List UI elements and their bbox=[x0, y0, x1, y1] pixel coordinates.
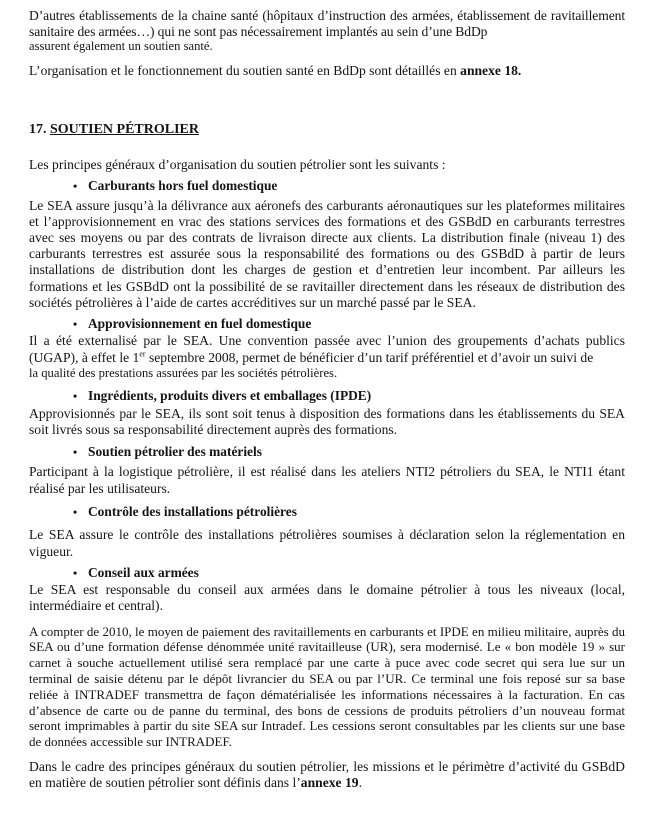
carburants-text: Le SEA assure jusqu’à la délivrance aux aéronefs des carburants aéronautiques sur les plateformes militaires et l’approvisionnement en vrac des stations services des formations et des GSBdD en carburants terrestres avec ses moyens ou par des contrats de livraison directe aux clients. La distribution finale (niveau 1) des carburants terrestres est assurée sous la responsabilité des formations ou des GSBdD à partir de leurs installations de distribution dont les charges de gestion et d’entretien leur incombent. Par ailleurs les formations et les GSBdD ont la possibilité de se ravitailler directement dans les réseaux de distribution des sociétés pétrolières à l’aide de cartes accréditives sur un marché passé par le SEA. bbox=[29, 197, 625, 310]
organisation-text: L’organisation et le fonctionnement du soutien santé en BdDp sont détaillés en bbox=[29, 62, 461, 78]
fuel-paragraph bbox=[29, 333, 625, 365]
materiels-text: Participant à la logistique pétrolière, il est réalisé dans les ateliers NTI2 pétroliers du SEA, le NTI1 étant réalisé par les utilisateurs. bbox=[29, 464, 625, 496]
section-title: SOUTIEN PÉTROLIER bbox=[50, 121, 199, 137]
fuel-paragraph-end bbox=[29, 366, 625, 381]
bullet-heading-controle bbox=[73, 504, 625, 521]
controle-text: Le SEA assure le contrôle des installations pétrolières soumises à déclaration selon la réglementation en vigueur. bbox=[29, 527, 625, 559]
annexe-19-ref: annexe 19 bbox=[300, 775, 359, 791]
fuel-text-sup: er bbox=[139, 349, 146, 359]
final-text: Dans le cadre des principes généraux du soutien pétrolier, les missions et le périmètre d’activité du GSBdD en matière de soutien pétrolier sont définis dans l’ bbox=[29, 759, 625, 791]
intro-paragraph bbox=[29, 157, 625, 173]
paiement-2010-paragraph bbox=[29, 624, 625, 750]
paiement-2010-text: A compter de 2010, le moyen de paiement des ravitaillements en carburants et IPDE en milieu militaire, auprès du SEA ou d’une formation défense dénommée unité ravitailleuse (UR), sera modernisé. Le « bon modèle 19 » sur carnet à souche actuellement utilisé sera remplacé par une carte à puce avec code secret qui sera lue sur un terminal de saisie détenu par le dépôt livrancier du SEA ou par l’UR. Ce terminal une fois reposé sur sa base reliée à INTRADEF transmettra de façon dématérialisée les informations nécessaires à la facturation. En cas d’absence de carte ou de panne du terminal, des bons de cessions de produits pétroliers d’un nouveau format seront imprimables à partir du site SEA sur Intradef. Les cessions seront consultables par les clients sur une base de données accessible sur INTRADEF. bbox=[29, 623, 625, 750]
fuel-text-a: Il a été externalisé par le SEA. Une convention passée avec l’union des groupements d’achats publics (UGAP), à effet le 1 bbox=[29, 333, 625, 365]
bullet-heading-fuel bbox=[73, 316, 625, 333]
conseil-paragraph bbox=[29, 582, 625, 614]
conseil-text: Le SEA est responsable du conseil aux armées dans le domaine pétrolier à tous les niveaux (local, intermédiaire et central). bbox=[29, 582, 625, 614]
paragraph-chaine-sante-end bbox=[29, 39, 625, 54]
bullet-icon: • bbox=[73, 179, 78, 194]
bullet-heading-label: Approvisionnement en fuel domestique bbox=[88, 315, 312, 331]
bullet-icon: • bbox=[73, 444, 78, 459]
organisation-suffix: . bbox=[517, 62, 522, 78]
bullet-heading-materiels bbox=[73, 444, 625, 461]
section-heading bbox=[29, 121, 625, 139]
chaine-sante-text: D’autres établissements de la chaine santé (hôpitaux d’instruction des armées, établissement de ravitaillement sanitaire des armées…) qui ne sont pas nécessairement implantés au sein d’une BdDp bbox=[29, 8, 625, 40]
materiels-paragraph bbox=[29, 464, 625, 496]
bullet-heading-label: Ingrédients, produits divers et emballages (IPDE) bbox=[88, 388, 372, 404]
bullet-icon: • bbox=[73, 504, 78, 519]
final-paragraph bbox=[29, 759, 625, 791]
bullet-heading-label: Contrôle des installations pétrolières bbox=[88, 503, 297, 519]
annexe-18-ref: annexe 18 bbox=[460, 62, 518, 78]
chaine-sante-end-text: assurent également un soutien santé. bbox=[29, 39, 213, 54]
document-page bbox=[29, 8, 625, 791]
bullet-icon: • bbox=[73, 316, 78, 331]
bullet-heading-label: Soutien pétrolier des matériels bbox=[88, 443, 262, 459]
bullet-heading-label: Conseil aux armées bbox=[88, 564, 199, 580]
bullet-icon: • bbox=[73, 389, 78, 404]
carburants-paragraph bbox=[29, 198, 625, 311]
bullet-heading-carburants bbox=[73, 178, 625, 195]
ipde-text: Approvisionnés par le SEA, ils sont soit tenus à disposition des formations dans les établissements du SEA soit livrés sous sa responsabilité directement auprès des formations. bbox=[29, 405, 625, 437]
fuel-text-b: septembre 2008, permet de bénéficier d’un tarif préférentiel et d’avoir un suivi de bbox=[145, 349, 594, 365]
fuel-text-c: la qualité des prestations assurées par les sociétés pétrolières. bbox=[29, 365, 338, 380]
bullet-icon: • bbox=[73, 565, 78, 580]
intro-text: Les principes généraux d’organisation du soutien pétrolier sont les suivants : bbox=[29, 156, 446, 172]
bullet-heading-conseil bbox=[73, 565, 625, 582]
bullet-heading-ipde bbox=[73, 388, 625, 405]
paragraph-chaine-sante bbox=[29, 8, 625, 40]
controle-paragraph bbox=[29, 527, 625, 559]
final-suffix: . bbox=[358, 775, 362, 791]
bullet-heading-label: Carburants hors fuel domestique bbox=[88, 178, 278, 194]
section-number: 17. bbox=[29, 121, 47, 137]
paragraph-organisation bbox=[29, 63, 625, 79]
ipde-paragraph bbox=[29, 406, 625, 438]
